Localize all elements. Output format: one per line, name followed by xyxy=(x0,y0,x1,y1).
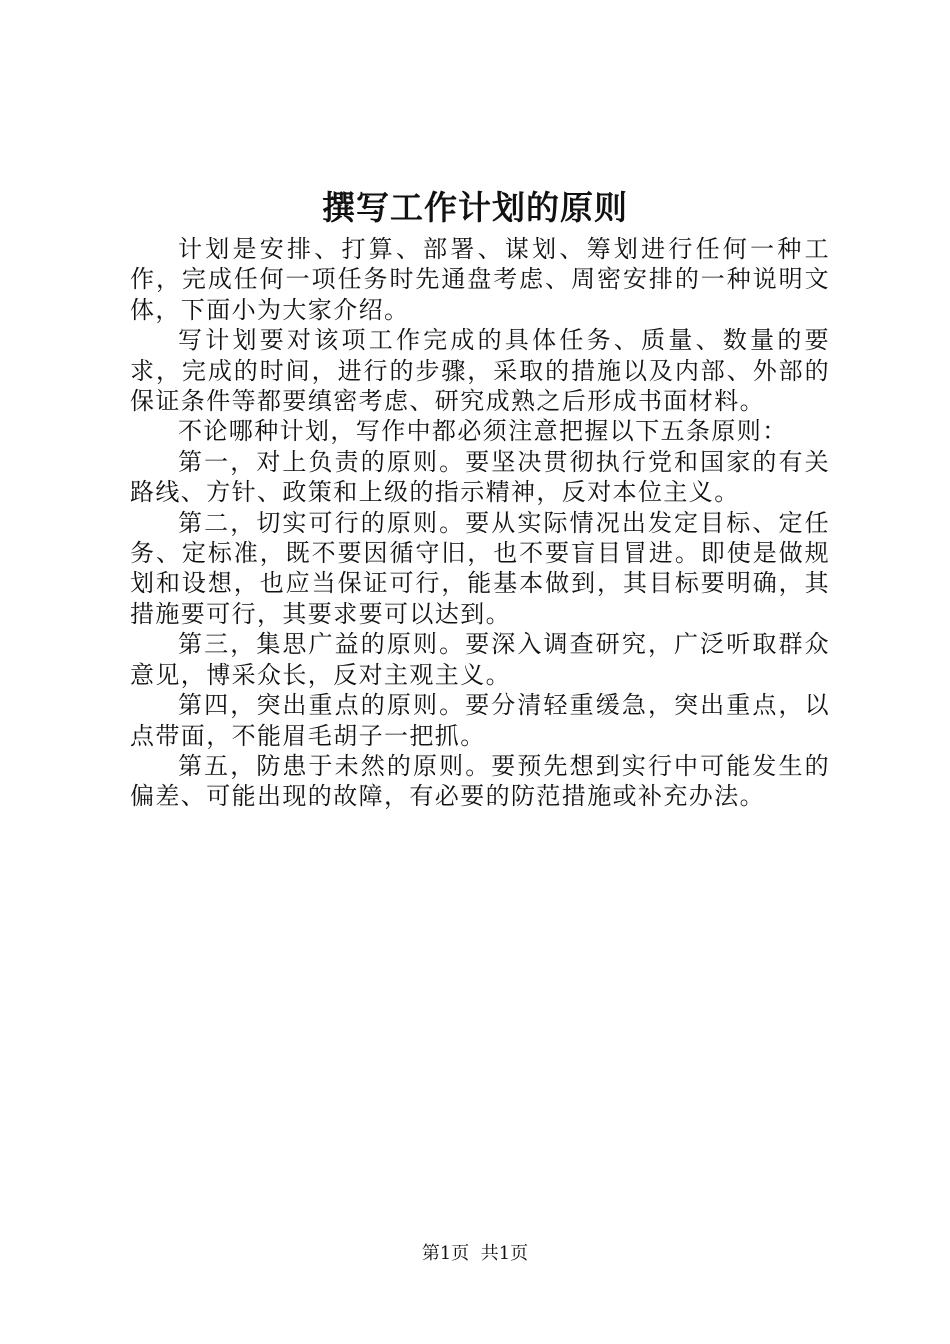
document-body xyxy=(130,234,830,812)
document-title: 撰写工作计划的原则 xyxy=(322,188,628,227)
paragraph-principles-lead: 不论哪种计划，写作中都必须注意把握以下五条原则： xyxy=(178,417,788,446)
paragraph-principle-2: 第二，切实可行的原则。要从实际情况出发定目标、定任务、定标准，既不要因循守旧，也不要盲目冒进。即使是做规划和设想，也应当保证可行，能基本做到，其目标要明确，其措施要可行，其要求要可以达到。 xyxy=(130,508,830,628)
footer-separator xyxy=(469,1243,480,1264)
page-footer xyxy=(0,1242,950,1266)
paragraph-requirements: 写计划要对该项工作完成的具体任务、质量、数量的要求，完成的时间，进行的步骤，采取的措施以及内部、外部的保证条件等都要缜密考虑、研究成熟之后形成书面材料。 xyxy=(130,326,830,416)
paragraph-principle-1: 第一，对上负责的原则。要坚决贯彻执行党和国家的有关路线、方针、政策和上级的指示精神，反对本位主义。 xyxy=(130,447,830,507)
paragraph-principle-3: 第三，集思广益的原则。要深入调查研究，广泛听取群众意见，博采众长，反对主观主义。 xyxy=(130,630,830,689)
page-number: 第1页 xyxy=(421,1243,470,1264)
paragraph-intro: 计划是安排、打算、部署、谋划、筹划进行任何一种工作，完成任何一项任务时先通盘考虑、周密安排的一种说明文体，下面小为大家介绍。 xyxy=(130,235,830,324)
page-total: 共1页 xyxy=(480,1243,529,1264)
paragraph-principle-4: 第四，突出重点的原则。要分清轻重缓急，突出重点，以点带面，不能眉毛胡子一把抓。 xyxy=(130,691,830,750)
paragraph-principle-5: 第五，防患于未然的原则。要预先想到实行中可能发生的偏差、可能出现的故障，有必要的防范措施或补充办法。 xyxy=(130,751,830,811)
